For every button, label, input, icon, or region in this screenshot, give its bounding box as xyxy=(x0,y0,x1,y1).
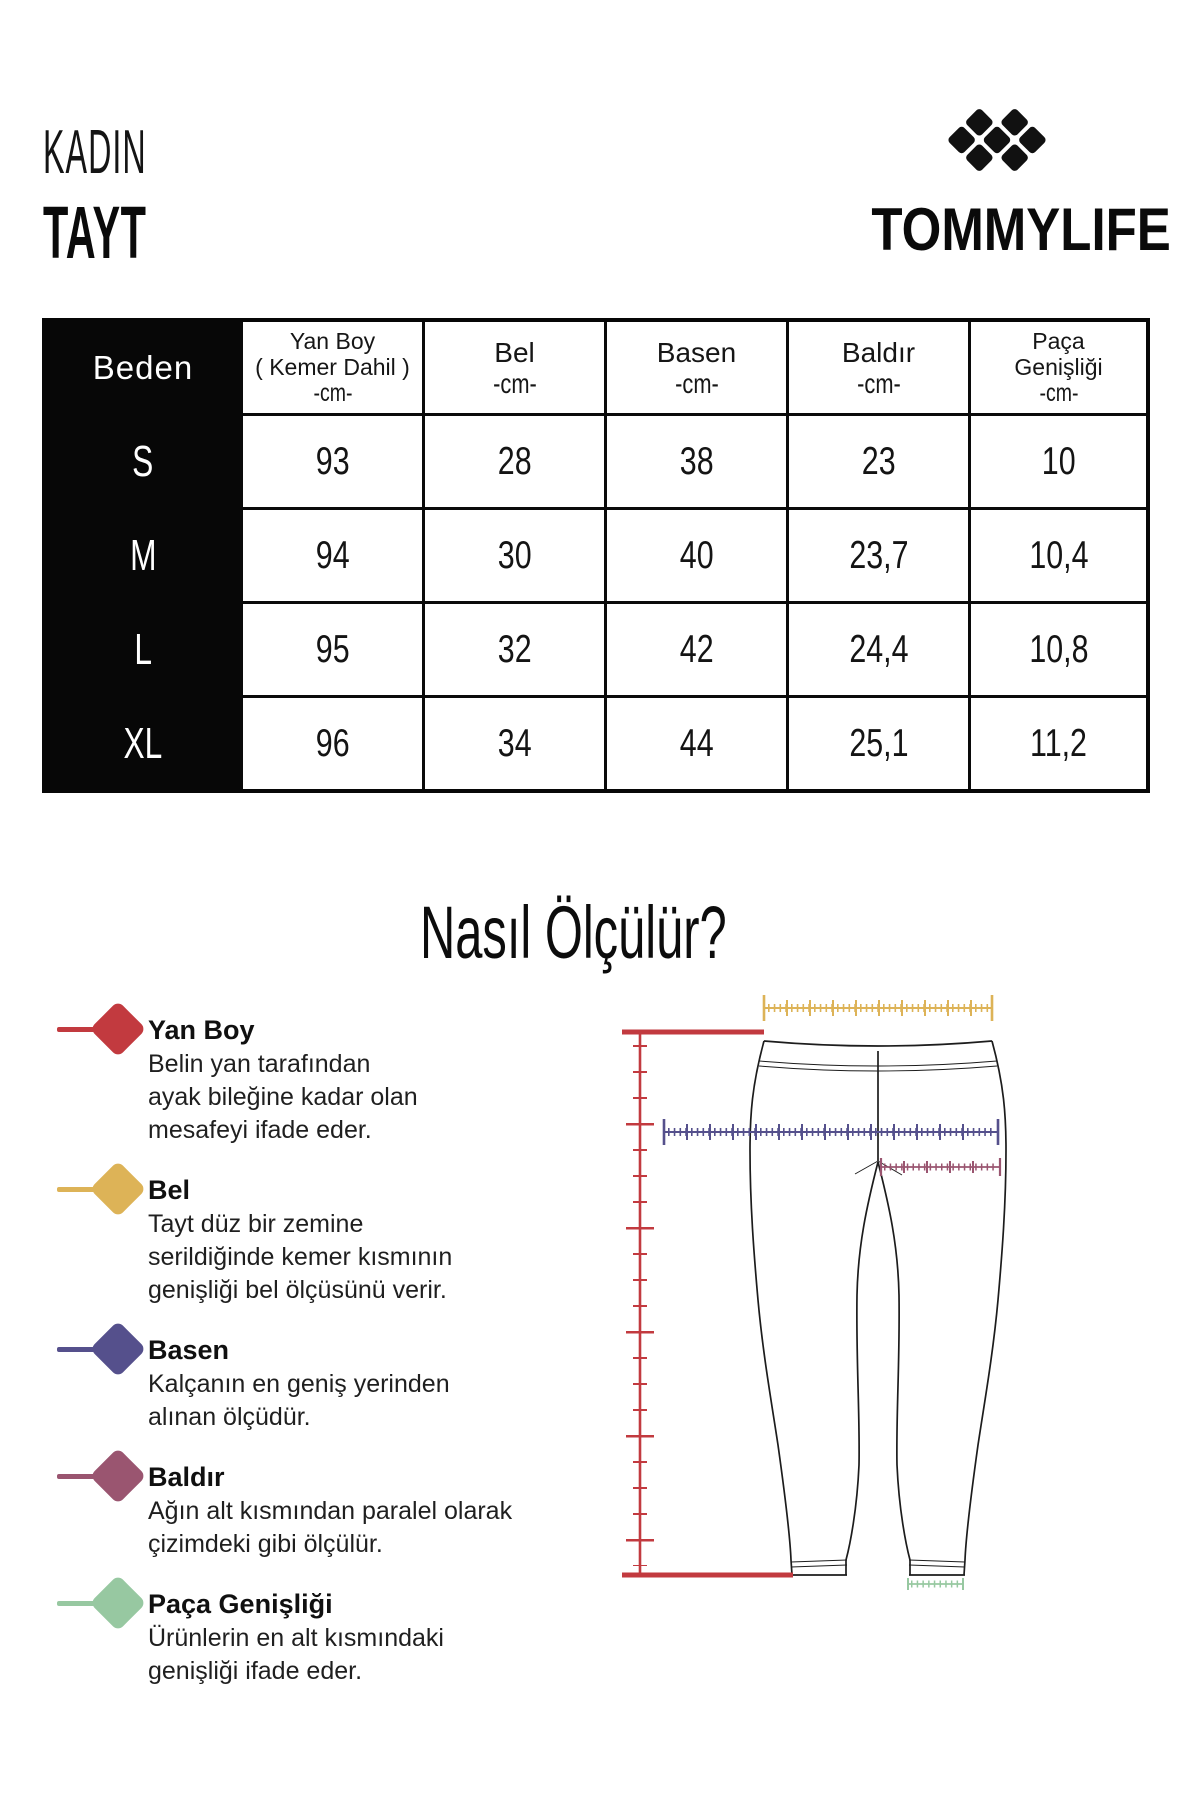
how-to-measure-title: Nasıl Ölçülür? xyxy=(419,891,727,974)
diamond-icon xyxy=(90,1448,147,1505)
legend-item-basen: Basen Kalçanın en geniş yerinden alınan ölçüdür. xyxy=(55,1332,530,1434)
legend-item-paca-genisligi: Paça Genişliği Ürünlerin en alt kısmındaki genişliği ifade eder. xyxy=(55,1586,530,1688)
leggings-outline xyxy=(750,1041,1006,1575)
table-header-baldir: Baldır -cm- xyxy=(786,322,968,413)
table-row-size: XL xyxy=(46,695,240,789)
paca-genisligi-ruler xyxy=(908,1578,963,1590)
size-table xyxy=(42,318,1150,793)
table-row-size: L xyxy=(46,601,240,695)
product-title: TAYT xyxy=(43,191,147,274)
table-cell: 23 xyxy=(786,413,968,507)
brand-name: TOMMYLIFE xyxy=(871,196,1171,263)
table-cell: 10 xyxy=(968,413,1146,507)
basen-ruler xyxy=(664,1119,998,1145)
table-cell: 38 xyxy=(604,413,786,507)
table-cell: 34 xyxy=(422,695,604,789)
diamond-icon xyxy=(90,1161,147,1218)
table-cell: 42 xyxy=(604,601,786,695)
table-cell: 94 xyxy=(240,507,422,601)
table-cell: 25,1 xyxy=(786,695,968,789)
table-cell: 93 xyxy=(240,413,422,507)
brand-logo-mark xyxy=(947,90,1047,190)
diamond-icon xyxy=(90,1001,147,1058)
logo-diamond-grid xyxy=(947,90,1047,190)
table-header-paca: Paça Genişliği -cm- xyxy=(968,322,1146,413)
table-row-size: M xyxy=(46,507,240,601)
legend-item-yan-boy: Yan Boy Belin yan tarafından ayak bileğine kadar olan mesafeyi ifade eder. xyxy=(55,1012,530,1147)
table-cell: 44 xyxy=(604,695,786,789)
table-cell: 10,4 xyxy=(968,507,1146,601)
legend-item-baldir: Baldır Ağın alt kısmından paralel olarak çizimdeki gibi ölçülür. xyxy=(55,1459,530,1561)
table-cell: 28 xyxy=(422,413,604,507)
legend-item-bel: Bel Tayt düz bir zemine serildiğinde kemer kısmının genişliği bel ölçüsünü verir. xyxy=(55,1172,530,1307)
table-header-size: Beden xyxy=(46,322,240,413)
category-title: KADIN xyxy=(43,118,147,187)
table-cell: 96 xyxy=(240,695,422,789)
diamond-icon xyxy=(90,1321,147,1378)
yan-boy-ruler xyxy=(622,1032,793,1575)
leggings-measurement-diagram xyxy=(545,965,1065,1615)
table-row-size: S xyxy=(46,413,240,507)
table-cell: 24,4 xyxy=(786,601,968,695)
table-header-yan-boy: Yan Boy ( Kemer Dahil ) -cm- xyxy=(240,322,422,413)
table-cell: 40 xyxy=(604,507,786,601)
table-cell: 23,7 xyxy=(786,507,968,601)
diamond-icon xyxy=(90,1575,147,1632)
table-cell: 11,2 xyxy=(968,695,1146,789)
table-cell: 10,8 xyxy=(968,601,1146,695)
bel-ruler xyxy=(764,995,992,1021)
table-cell: 95 xyxy=(240,601,422,695)
table-cell: 30 xyxy=(422,507,604,601)
table-header-bel: Bel -cm- xyxy=(422,322,604,413)
table-cell: 32 xyxy=(422,601,604,695)
measurement-legend xyxy=(55,1012,530,1713)
table-header-basen: Basen -cm- xyxy=(604,322,786,413)
